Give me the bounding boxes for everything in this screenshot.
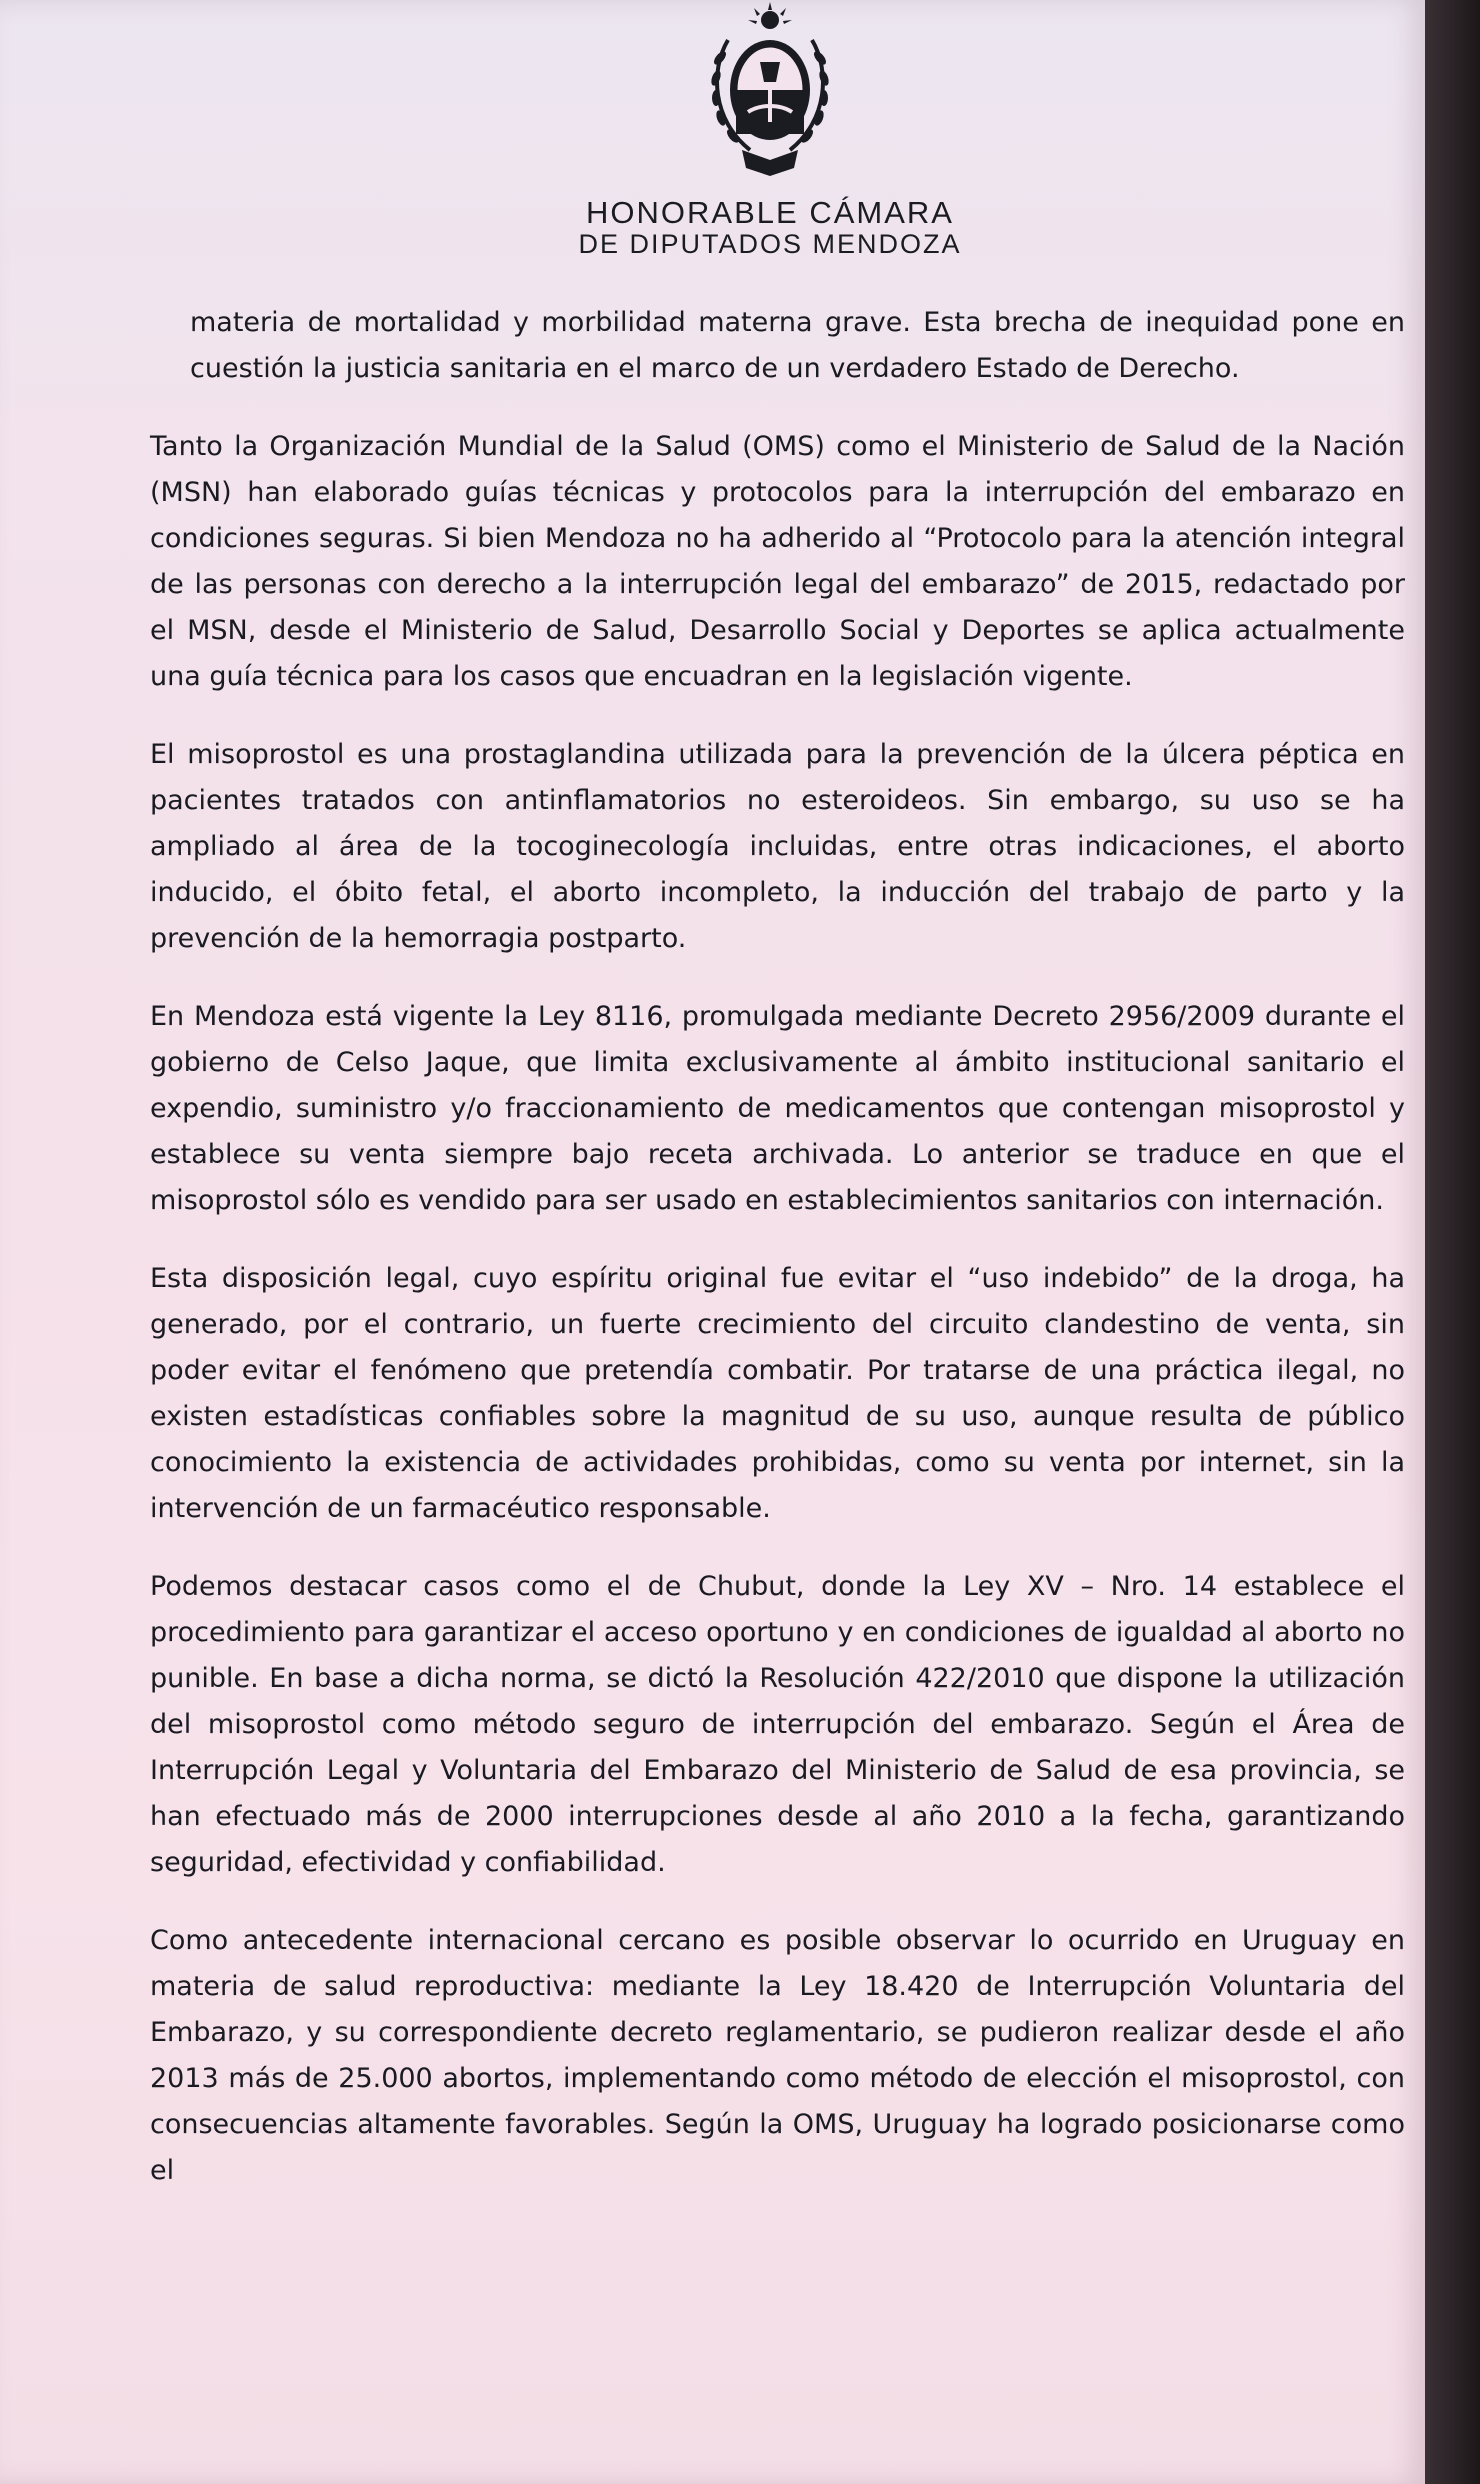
chamber-name-line2: DE DIPUTADOS MENDOZA (578, 228, 962, 259)
paragraph-1: materia de mortalidad y morbilidad materna grave. Esta brecha de inequidad pone en cuestión la justicia sanitaria en el marco de un verdadero Estado de Derecho. (190, 307, 1405, 384)
paragraph-5: Esta disposición legal, cuyo espíritu original fue evitar el “uso indebido” de la droga, ha generado, por el contrario, un fuerte crecimiento del circuito clandestino de venta, sin poder evitar el fenómeno que pretendía combatir. Por tratarse de una práctica ilegal, no existen estadísticas confiables sobre la magnitud de su uso, aunque resulta de público conocimiento la existencia de actividades prohibidas, como su venta por internet, sin la intervención de un farmacéutico responsable. (150, 1263, 1405, 1524)
page-edge-shadow (1425, 0, 1480, 2484)
coat-of-arms-icon (690, 0, 850, 185)
chamber-name-line1: HONORABLE CÁMARA (586, 195, 954, 230)
paragraph-6: Podemos destacar casos como el de Chubut, donde la Ley XV – Nro. 14 establece el procedimiento para garantizar el acceso oportuno y en condiciones de igualdad al aborto no punible. En base a dicha norma, se dictó la Resolución 422/2010 que dispone la utilización del misoprostol como método seguro de interrupción del embarazo. Según el Área de Interrupción Legal y Voluntaria del Embarazo del Ministerio de Salud de esa provincia, se han efectuado más de 2000 interrupciones desde al año 2010 a la fecha, garantizando seguridad, efectividad y confiabilidad. (150, 1571, 1405, 1878)
paragraph-4: En Mendoza está vigente la Ley 8116, promulgada mediante Decreto 2956/2009 durante el gobierno de Celso Jaque, que limita exclusivamente al ámbito institucional sanitario el expendio, suministro y/o fraccionamiento de medicamentos que contengan misoprostol y establece su venta siempre bajo receta archivada. Lo anterior se traduce en que el misoprostol sólo es vendido para ser usado en establecimientos sanitarios con internación. (150, 1001, 1405, 1216)
paragraph-3: El misoprostol es una prostaglandina utilizada para la prevención de la úlcera péptica en pacientes tratados con antinflamatorios no esteroideos. Sin embargo, su uso se ha ampliado al área de la tocoginecología incluidas, entre otras indicaciones, el aborto inducido, el óbito fetal, el aborto incompleto, la inducción del trabajo de parto y la prevención de la hemorragia postparto. (150, 739, 1405, 954)
paragraph-7: Como antecedente internacional cercano es posible observar lo ocurrido en Uruguay en materia de salud reproductiva: mediante la Ley 18.420 de Interrupción Voluntaria del Embarazo, y su correspondiente decreto reglamentario, se pudieron realizar desde el año 2013 más de 25.000 abortos, implementando como método de elección el misoprostol, con consecuencias altamente favorables. Según la OMS, Uruguay ha logrado posicionarse como el (150, 1925, 1405, 2186)
letterhead (560, 0, 980, 270)
paragraph-2: Tanto la Organización Mundial de la Salud (OMS) como el Ministerio de Salud de la Nación (MSN) han elaborado guías técnicas y protocolos para la interrupción del embarazo en condiciones seguras. Si bien Mendoza no ha adherido al “Protocolo para la atención integral de las personas con derecho a la interrupción legal del embarazo” de 2015, redactado por el MSN, desde el Ministerio de Salud, Desarrollo Social y Deportes se aplica actualmente una guía técnica para los casos que encuadran en la legislación vigente. (150, 431, 1405, 692)
chamber-name (560, 197, 980, 258)
document-body (150, 300, 1405, 2226)
